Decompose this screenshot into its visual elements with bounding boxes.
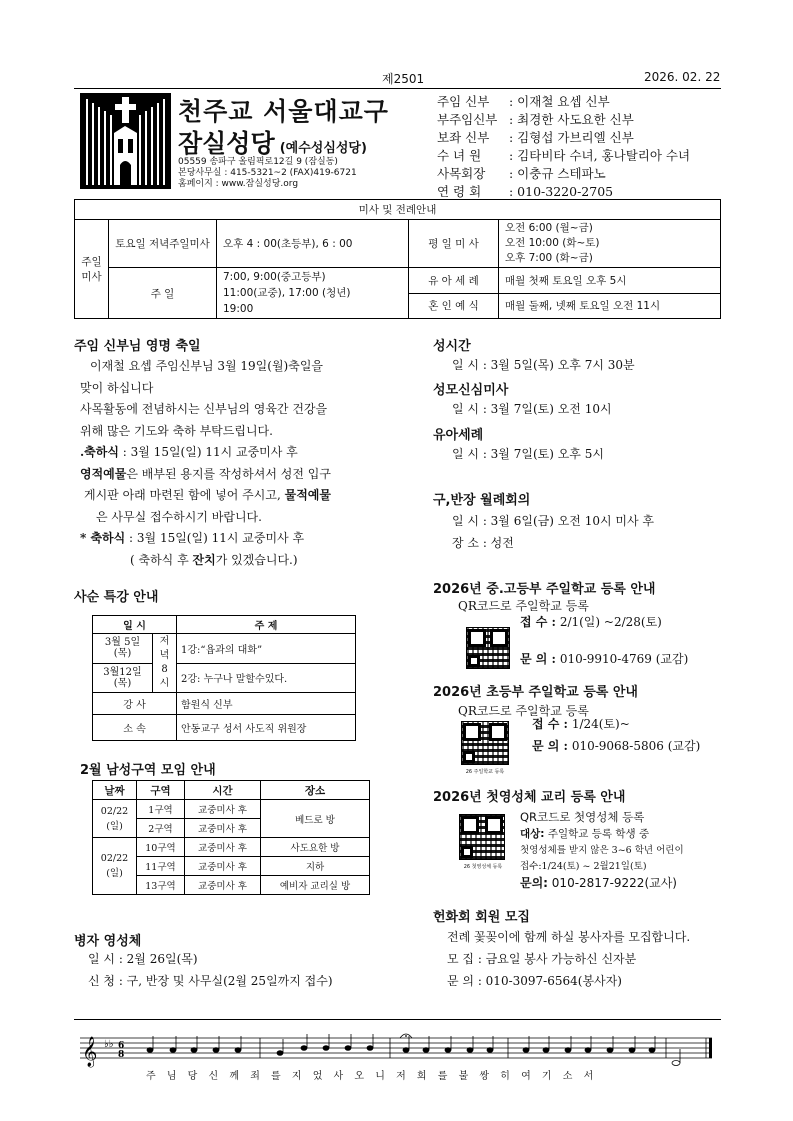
sunday-mass-label: 주일 미사 bbox=[75, 220, 109, 319]
meeting-time: 교중미사 후 bbox=[185, 800, 261, 819]
weekday-label: 평 일 미 사 bbox=[409, 220, 499, 268]
staff-row: 수 녀 원 : 김타비타 수녀, 홍나탈리아 수녀 bbox=[437, 148, 691, 163]
saturday-label: 토요일 저녁주일미사 bbox=[109, 220, 217, 268]
meeting-title: 2월 남성구역 모임 안내 bbox=[80, 763, 216, 778]
svg-text:♭♭: ♭♭ bbox=[104, 1039, 114, 1050]
middle-school-qr-code[interactable] bbox=[466, 627, 510, 669]
sick-communion-title: 병자 영성체 bbox=[74, 934, 142, 949]
meeting-time: 교중미사 후 bbox=[185, 819, 261, 838]
header-rule bbox=[74, 88, 721, 89]
meeting-zone: 10구역 bbox=[137, 838, 185, 857]
lecture-table bbox=[92, 615, 356, 741]
wedding-value: 매월 둘째, 넷째 토요일 오전 11시 bbox=[499, 293, 721, 319]
sunday-times: 7:00, 9:00(중고등부) 11:00(교중), 17:00 (청년) 19:00 bbox=[217, 268, 409, 319]
church-subtitle: (예수성심성당) bbox=[279, 141, 367, 156]
infant-baptism-label: 유 아 세 례 bbox=[409, 268, 499, 294]
holy-hour-title: 성시간 bbox=[433, 339, 471, 354]
feast-title: 주임 신부님 영명 축일 bbox=[74, 339, 201, 354]
church-title-line1: 천주교 서울대교구 bbox=[178, 97, 389, 126]
meeting-date-1: 02/22 (일) bbox=[93, 800, 137, 838]
meeting-time: 교중미사 후 bbox=[185, 857, 261, 876]
meeting-table bbox=[92, 780, 370, 895]
table-row bbox=[93, 800, 370, 819]
meeting-zone: 13구역 bbox=[137, 876, 185, 895]
meeting-zone: 2구역 bbox=[137, 819, 185, 838]
mass-schedule-table bbox=[74, 199, 721, 319]
hymn-lyrics: 주 님 당 신 께 죄 를 지 었 사 오 니 저 희 를 불 쌍 히 여 기 소 서 bbox=[146, 1071, 598, 1082]
footer-rule bbox=[74, 1019, 721, 1020]
flower-team-title: 헌화회 회원 모집 bbox=[433, 910, 530, 925]
office-phone: 본당사무실 : 415-5321~2 (FAX)419-6721 bbox=[178, 168, 357, 178]
mass-table-title: 미사 및 전례안내 bbox=[75, 200, 721, 220]
staff-row: 사목회장 : 이충규 스테파노 bbox=[437, 166, 606, 181]
staff-list bbox=[437, 93, 690, 201]
elementary-title: 2026년 초등부 주일학교 등록 안내 bbox=[433, 685, 638, 700]
lecture-topic-2: 2강: 누구나 말할수있다. bbox=[177, 663, 356, 693]
elementary-qr-text: QR코드로 주일학교 등록 bbox=[458, 704, 589, 718]
first-communion-body: QR코드로 첫영성체 등록 대상: 주일학교 등록 학생 중 첫영성체를 받지 않은 3~6 학년 어린이 접수:1/24(토) ~ 2월21일(토) 문의: 010-2817-9222(교사) bbox=[520, 810, 684, 890]
wedding-label: 혼 인 예 식 bbox=[409, 293, 499, 319]
svg-text:6: 6 bbox=[118, 1041, 125, 1051]
heart-mass-time: 일 시 : 3월 7일(토) 오전 10시 bbox=[452, 402, 612, 416]
staff-row: 연 령 회 : 010-3220-2705 bbox=[437, 184, 614, 199]
lecturer-name: 함원식 신부 bbox=[177, 693, 356, 715]
lecturer-label: 강 사 bbox=[93, 693, 177, 715]
meeting-date-2: 02/22 (일) bbox=[93, 838, 137, 895]
middle-school-registration: 접 수 : 2/1(일) ~2/28(토) bbox=[520, 615, 662, 629]
lecture-title: 사순 특강 안내 bbox=[74, 590, 159, 605]
first-communion-qr-caption: 26 첫영성체 등록 bbox=[463, 864, 503, 870]
feast-body: 이재철 요셉 주임신부님 3월 19일(월)축일을 맞이 하십니다 사목활동에 전념하시는 신부님의 영육간 건강을 위해 많은 기도와 축하 부탁드립니다. .축하식 : 3월 15일(일) 11시 교중미사 후 영적예물은 배부된 용지를 작성하셔서 성전 입구 게시판 아래 마련된 함에 넣어 주시고, 물적예물 은 사무실 접수하시기 바랍니다. * 축하식 : 3월 15일(일) 11시 교중미사 후 ( 축하식 후 잔치가 있겠습니다.) bbox=[80, 359, 331, 567]
staff-row: 부주임신부 : 최경한 사도요한 신부 bbox=[437, 112, 634, 127]
elementary-inquiry: 문 의 : 010-9068-5806 (교감) bbox=[532, 739, 701, 753]
infant-baptism-time: 일 시 : 3월 7일(토) 오후 5시 bbox=[452, 447, 604, 461]
holy-hour-time: 일 시 : 3월 5일(목) 오후 7시 30분 bbox=[452, 358, 635, 372]
church-logo bbox=[80, 93, 171, 189]
church-building-icon bbox=[80, 93, 171, 189]
flower-team-body: 전례 꽃꽂이에 함께 하실 봉사자를 모집합니다. 모 집 : 금요일 봉사 가능하신 신자분 문 의 : 010-3097-6564(봉사자) bbox=[447, 930, 691, 988]
elementary-qr-code[interactable] bbox=[461, 721, 509, 765]
meeting-time: 교중미사 후 bbox=[185, 838, 261, 857]
first-communion-title: 2026년 첫영성체 교리 등록 안내 bbox=[433, 790, 626, 805]
heart-mass-title: 성모신심미사 bbox=[433, 383, 509, 398]
church-title-line2: 잠실성당 bbox=[178, 129, 275, 158]
middle-school-qr-text: QR코드로 주일학교 등록 bbox=[458, 599, 589, 613]
elementary-registration: 접 수 : 1/24(토)~ bbox=[532, 717, 630, 731]
homepage: 홈페이지 : www.잠실성당.org bbox=[178, 179, 299, 189]
table-row bbox=[93, 838, 370, 857]
meeting-time: 교중미사 후 bbox=[185, 876, 261, 895]
meeting-header: 시간 bbox=[185, 781, 261, 800]
meeting-place: 베드로 방 bbox=[261, 800, 370, 838]
lecture-topic-1: 1강:“욥과의 대화” bbox=[177, 634, 356, 664]
infant-baptism-value: 매월 첫째 토요일 오후 5시 bbox=[499, 268, 721, 294]
meeting-place: 지하 bbox=[261, 857, 370, 876]
staff-row: 보좌 신부 : 김형섭 가브리엘 신부 bbox=[437, 130, 634, 145]
affiliation-value: 안동교구 성서 사도직 위원장 bbox=[177, 715, 356, 741]
sick-communion-body: 일 시 : 2월 26일(목) 신 청 : 구, 반장 및 사무실(2월 25일까지 접수) bbox=[88, 952, 333, 988]
saturday-time: 오후 4 : 00(초등부), 6 : 00 bbox=[217, 220, 409, 268]
sunday-day-label: 주 일 bbox=[109, 268, 217, 319]
leaders-meeting-body: 일 시 : 3월 6일(금) 오전 10시 미사 후 장 소 : 성전 bbox=[452, 514, 654, 550]
meeting-zone: 1구역 bbox=[137, 800, 185, 819]
meeting-place: 사도요한 방 bbox=[261, 838, 370, 857]
treble-clef-icon: 𝄞 bbox=[82, 1037, 98, 1067]
middle-school-title: 2026년 중.고등부 주일학교 등록 안내 bbox=[433, 582, 656, 597]
meeting-header: 날짜 bbox=[93, 781, 137, 800]
lecture-date-header: 일 시 bbox=[93, 616, 177, 634]
church-address: 05559 송파구 올림픽로12길 9 (잠실동) bbox=[178, 157, 338, 167]
staff-row: 주임 신부 : 이재철 요셉 신부 bbox=[437, 94, 610, 109]
lecture-time: 저 녁 8시 bbox=[153, 634, 177, 693]
lecture-topic-header: 주 제 bbox=[177, 616, 356, 634]
meeting-place: 예비자 교리실 방 bbox=[261, 876, 370, 895]
lecture-date-2: 3월12일 (목) bbox=[93, 663, 153, 693]
music-staff bbox=[80, 1030, 712, 1070]
middle-school-inquiry: 문 의 : 010-9910-4769 (교감) bbox=[520, 652, 689, 666]
meeting-header: 장소 bbox=[261, 781, 370, 800]
meeting-zone: 11구역 bbox=[137, 857, 185, 876]
lecture-date-1: 3월 5일 (목) bbox=[93, 634, 153, 664]
leaders-meeting-title: 구,반장 월례회의 bbox=[433, 493, 531, 508]
svg-text:8: 8 bbox=[118, 1050, 125, 1060]
meeting-header: 구역 bbox=[137, 781, 185, 800]
issue-number: 제2501 bbox=[382, 72, 425, 86]
affiliation-label: 소 속 bbox=[93, 715, 177, 741]
infant-baptism-title: 유아세례 bbox=[433, 428, 484, 443]
weekday-times: 오전 6:00 (월~금) 오전 10:00 (화~토) 오후 7:00 (화~금) bbox=[499, 220, 721, 268]
issue-date: 2026. 02. 22 bbox=[644, 70, 721, 84]
first-communion-qr-code[interactable] bbox=[459, 814, 505, 860]
elementary-qr-caption: 26 주일학교 등록 bbox=[465, 769, 505, 775]
